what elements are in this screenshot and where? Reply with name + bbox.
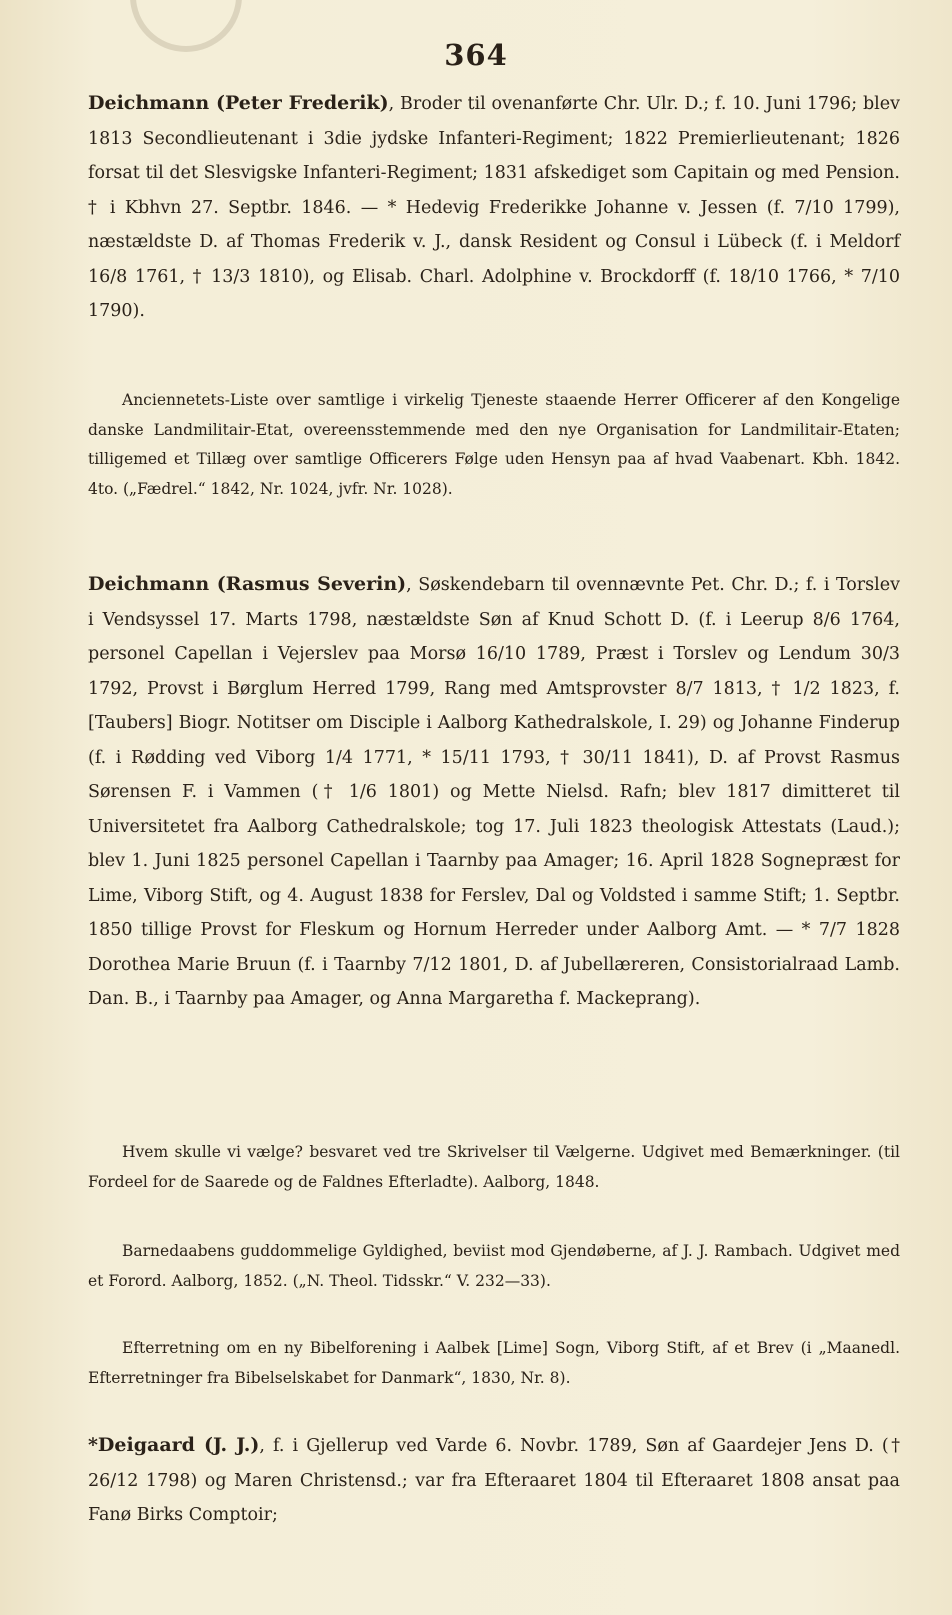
entry-heading: Deichmann (Rasmus Severin)	[88, 573, 407, 595]
bibliography-note: Hvem skulle vi vælge? besvaret ved tre Skrivelser til Vælgerne. Udgivet med Bemærkninger. (til Fordeel for de Saarede og de Faldnes Efterladte). Aalborg, 1848.	[88, 1143, 900, 1191]
entry-deichmann-peter-frederik	[88, 86, 900, 329]
bibliography-note: Anciennetets-Liste over samtlige i virkelig Tjeneste staaende Herrer Officerer af den Kongelige danske Landmilitair-Etat, overeensstemmende med den nye Organisation for Landmilitair-Etaten; tilligemed et Tillæg over samtlige Officerers Følge uden Hensyn paa af hvad Vaabenart. Kbh. 1842. 4to. („Fædrel.“ 1842, Nr. 1024, jvfr. Nr. 1028).	[88, 391, 900, 498]
entry-deigaard	[88, 1428, 900, 1533]
entry-heading: Deichmann (Peter Frederik)	[88, 92, 389, 114]
page-number: 364	[444, 38, 508, 72]
entry-heading: *Deigaard (J. J.)	[88, 1434, 260, 1456]
entry-body: , f. i Gjellerup ved Varde 6. Novbr. 1789, Søn af Gaardejer Jens D. († 26/12 1798) og Maren Christensd.; var fra Efteraaret 1804 til Efteraaret 1808 ansat paa Fanø Birks Comptoir;	[88, 1436, 900, 1525]
entry-deichmann-rasmus-severin	[88, 567, 900, 1017]
entry-body: , Søskendebarn til ovennævnte Pet. Chr. D.; f. i Torslev i Vendsyssel 17. Marts 1798, næstældste Søn af Knud Schott D. (f. i Leerup 8/6 1764, personel Capellan i Vejerslev paa Morsø 16/10 1789, Præst i Torslev og Lendum 30/3 1792, Provst i Børglum Herred 1799, Rang med Amtsprovster 8/7 1813, † 1/2 1823, f. [Taubers] Biogr. Notitser om Disciple i Aalborg Kathedralskole, I. 29) og Johanne Finderup (f. i Rødding ved Viborg 1/4 1771, * 15/11 1793, † 30/11 1841), D. af Provst Rasmus Sørensen F. i Vammen († 1/6 1801) og Mette Nielsd. Rafn; blev 1817 dimitteret til Universitetet fra Aalborg Cathedralskole; tog 17. Juli 1823 theologisk Attestats (Laud.); blev 1. Juni 1825 personel Capellan i Taarnby paa Amager; 16. April 1828 Sognepræst for Lime, Viborg Stift, og 4. August 1838 for Ferslev, Dal og Voldsted i samme Stift; 1. Septbr. 1850 tillige Provst for Fleskum og Hornum Herreder under Aalborg Amt. — * 7/7 1828 Dorothea Marie Bruun (f. i Taarnby 7/12 1801, D. af Jubellæreren, Consistorialraad Lamb. Dan. B., i Taarnby paa Amager, og Anna Margaretha f. Mackeprang).	[88, 575, 900, 1009]
entry-body: , Broder til ovenanførte Chr. Ulr. D.; f. 10. Juni 1796; blev 1813 Secondlieutenant i 3die jydske Infanteri-Regiment; 1822 Premierlieutenant; 1826 forsat til det Slesvigske Infanteri-Regiment; 1831 afskediget som Capitain og med Pension. † i Kbhvn 27. Septbr. 1846. — * Hedevig Frederikke Johanne v. Jessen (f. 7/10 1799), næstældste D. af Thomas Frederik v. J., dansk Resident og Consul i Lübeck (f. i Meldorf 16/8 1761, † 13/3 1810), og Elisab. Charl. Adolphine v. Brockdorff (f. 18/10 1766, * 7/10 1790).	[88, 94, 900, 321]
bibliography-note: Barnedaabens guddommelige Gyldighed, beviist mod Gjendøberne, af J. J. Rambach. Udgivet med et Forord. Aalborg, 1852. („N. Theol. Tidsskr.“ V. 232—33).	[88, 1242, 900, 1290]
bibliography-note: Efterretning om en ny Bibelforening i Aalbek [Lime] Sogn, Viborg Stift, af et Brev (i „Maanedl. Efterretninger fra Bibelselskabet for Danmark“, 1830, Nr. 8).	[88, 1339, 900, 1387]
